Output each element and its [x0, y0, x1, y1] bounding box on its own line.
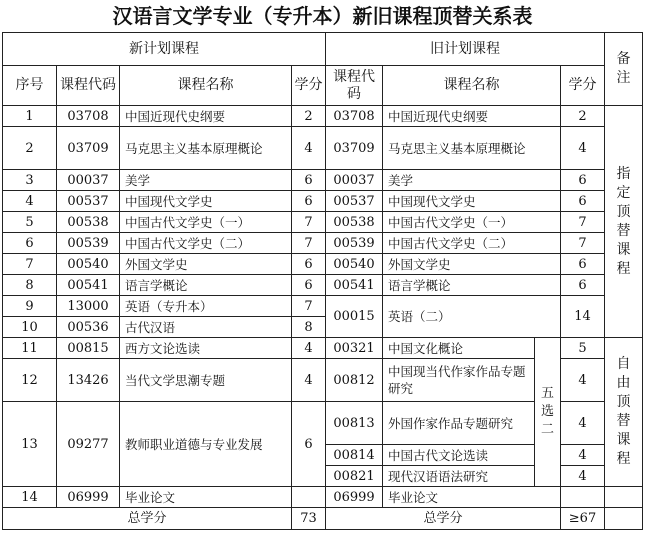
old-code-cell: 03709 [326, 127, 383, 170]
name-cell: 毕业论文 [120, 487, 292, 508]
table-row [3, 127, 643, 170]
credit-cell: 8 [292, 317, 326, 338]
old-credit-header: 学分 [561, 66, 605, 106]
header-row-2 [3, 66, 643, 106]
old-credit-cell: 4 [561, 127, 605, 170]
old-code-header: 课程代码 [326, 66, 383, 106]
name-cell: 英语（专升本） [120, 296, 292, 317]
seq-cell: 3 [3, 170, 57, 191]
seq-cell: 8 [3, 275, 57, 296]
name-cell: 中国近现代史纲要 [120, 106, 292, 127]
total-label-old: 总学分 [326, 508, 561, 530]
old-name-cell: 中国古代文论选读 [383, 445, 535, 466]
seq-cell: 1 [3, 106, 57, 127]
name-cell: 语言学概论 [120, 275, 292, 296]
old-name-cell: 马克思主义基本原理概论 [383, 127, 561, 170]
old-code-cell: 00812 [326, 359, 383, 402]
code-cell: 00538 [57, 212, 120, 233]
table-row [3, 296, 643, 317]
header-row-1 [3, 33, 643, 66]
name-cell: 中国古代文学史（一） [120, 212, 292, 233]
old-credit-cell: 4 [561, 402, 605, 445]
old-credit-cell: 4 [561, 466, 605, 487]
remark-designated: 指定顶替课程 [605, 106, 643, 338]
pick-note: 五选二 [535, 338, 561, 487]
old-credit-cell: 14 [561, 296, 605, 338]
old-code-cell: 00539 [326, 233, 383, 254]
old-credit-cell: 6 [561, 254, 605, 275]
credit-cell: 4 [292, 338, 326, 359]
code-cell: 06999 [57, 487, 120, 508]
old-code-cell: 00538 [326, 212, 383, 233]
seq-cell: 10 [3, 317, 57, 338]
seq-cell: 6 [3, 233, 57, 254]
credit-cell: 7 [292, 233, 326, 254]
seq-header: 序号 [3, 66, 57, 106]
seq-cell: 2 [3, 127, 57, 170]
old-credit-cell: 4 [561, 445, 605, 466]
credit-cell: 6 [292, 254, 326, 275]
old-code-cell: 06999 [326, 487, 383, 508]
total-value-new: 73 [292, 508, 326, 530]
code-cell: 09277 [57, 402, 120, 487]
code-cell: 03708 [57, 106, 120, 127]
total-value-old: ≥67 [561, 508, 605, 530]
old-credit-cell: 6 [561, 275, 605, 296]
old-name-cell: 外国文学史 [383, 254, 561, 275]
remark-cell [605, 487, 643, 508]
code-header: 课程代码 [57, 66, 120, 106]
totals-row [3, 508, 643, 530]
table-row [3, 233, 643, 254]
code-cell: 00537 [57, 191, 120, 212]
credit-cell [292, 487, 326, 508]
code-cell: 13426 [57, 359, 120, 402]
table-row [3, 191, 643, 212]
table-title: 汉语言文学专业（专升本）新旧课程顶替关系表 [112, 4, 533, 28]
seq-cell: 4 [3, 191, 57, 212]
table-row [3, 338, 643, 359]
name-cell: 古代汉语 [120, 317, 292, 338]
code-cell: 00539 [57, 233, 120, 254]
old-name-cell: 中国近现代史纲要 [383, 106, 561, 127]
credit-cell: 6 [292, 170, 326, 191]
seq-cell: 14 [3, 487, 57, 508]
credit-header: 学分 [292, 66, 326, 106]
seq-cell: 11 [3, 338, 57, 359]
credit-cell: 6 [292, 275, 326, 296]
old-name-cell: 中国文化概论 [383, 338, 535, 359]
name-cell: 教师职业道德与专业发展 [120, 402, 292, 487]
old-name-cell: 中国古代文学史（二） [383, 233, 561, 254]
old-name-cell: 毕业论文 [383, 487, 561, 508]
code-cell: 00540 [57, 254, 120, 275]
old-name-header: 课程名称 [383, 66, 561, 106]
credit-cell: 4 [292, 359, 326, 402]
name-cell: 中国现代文学史 [120, 191, 292, 212]
old-plan-header: 旧计划课程 [326, 33, 605, 66]
code-cell: 00541 [57, 275, 120, 296]
old-name-cell: 中国古代文学史（一） [383, 212, 561, 233]
seq-cell: 9 [3, 296, 57, 317]
old-code-cell: 00821 [326, 466, 383, 487]
old-code-cell: 03708 [326, 106, 383, 127]
name-cell: 马克思主义基本原理概论 [120, 127, 292, 170]
credit-cell: 6 [292, 402, 326, 487]
name-cell: 西方文论选读 [120, 338, 292, 359]
old-code-cell: 00015 [326, 296, 383, 338]
code-cell: 00536 [57, 317, 120, 338]
credit-cell: 7 [292, 296, 326, 317]
old-credit-cell: 5 [561, 338, 605, 359]
old-name-cell: 英语（二） [383, 296, 561, 338]
code-cell: 03709 [57, 127, 120, 170]
table-row [3, 212, 643, 233]
old-code-cell: 00814 [326, 445, 383, 466]
table-row [3, 170, 643, 191]
name-cell: 美学 [120, 170, 292, 191]
old-name-cell: 中国现当代作家作品专题研究 [383, 359, 535, 402]
credit-cell: 4 [292, 127, 326, 170]
remark-header: 备注 [605, 33, 643, 106]
old-credit-cell: 4 [561, 359, 605, 402]
name-cell: 外国文学史 [120, 254, 292, 275]
old-credit-cell: 6 [561, 170, 605, 191]
old-code-cell: 00541 [326, 275, 383, 296]
old-code-cell: 00537 [326, 191, 383, 212]
remark-cell [605, 508, 643, 530]
old-name-cell: 外国作家作品专题研究 [383, 402, 535, 445]
old-name-cell: 语言学概论 [383, 275, 561, 296]
old-name-cell: 美学 [383, 170, 561, 191]
course-replacement-table [2, 32, 643, 530]
table-row [3, 106, 643, 127]
seq-cell: 5 [3, 212, 57, 233]
credit-cell: 6 [292, 191, 326, 212]
code-cell: 00815 [57, 338, 120, 359]
old-credit-cell: 7 [561, 233, 605, 254]
seq-cell: 13 [3, 402, 57, 487]
old-code-cell: 00321 [326, 338, 383, 359]
old-code-cell: 00037 [326, 170, 383, 191]
seq-cell: 7 [3, 254, 57, 275]
code-cell: 00037 [57, 170, 120, 191]
name-cell: 中国古代文学史（二） [120, 233, 292, 254]
old-name-cell: 中国现代文学史 [383, 191, 561, 212]
old-credit-cell [561, 487, 605, 508]
old-credit-cell: 7 [561, 212, 605, 233]
seq-cell: 12 [3, 359, 57, 402]
code-cell: 13000 [57, 296, 120, 317]
total-label-new: 总学分 [3, 508, 292, 530]
credit-cell: 7 [292, 212, 326, 233]
old-credit-cell: 6 [561, 191, 605, 212]
old-name-cell: 现代汉语语法研究 [383, 466, 535, 487]
old-code-cell: 00540 [326, 254, 383, 275]
table-row [3, 487, 643, 508]
credit-cell: 2 [292, 106, 326, 127]
table-row [3, 254, 643, 275]
remark-free: 自由顶替课程 [605, 338, 643, 487]
old-credit-cell: 2 [561, 106, 605, 127]
table-row [3, 275, 643, 296]
name-header: 课程名称 [120, 66, 292, 106]
name-cell: 当代文学思潮专题 [120, 359, 292, 402]
new-plan-header: 新计划课程 [3, 33, 326, 66]
old-code-cell: 00813 [326, 402, 383, 445]
